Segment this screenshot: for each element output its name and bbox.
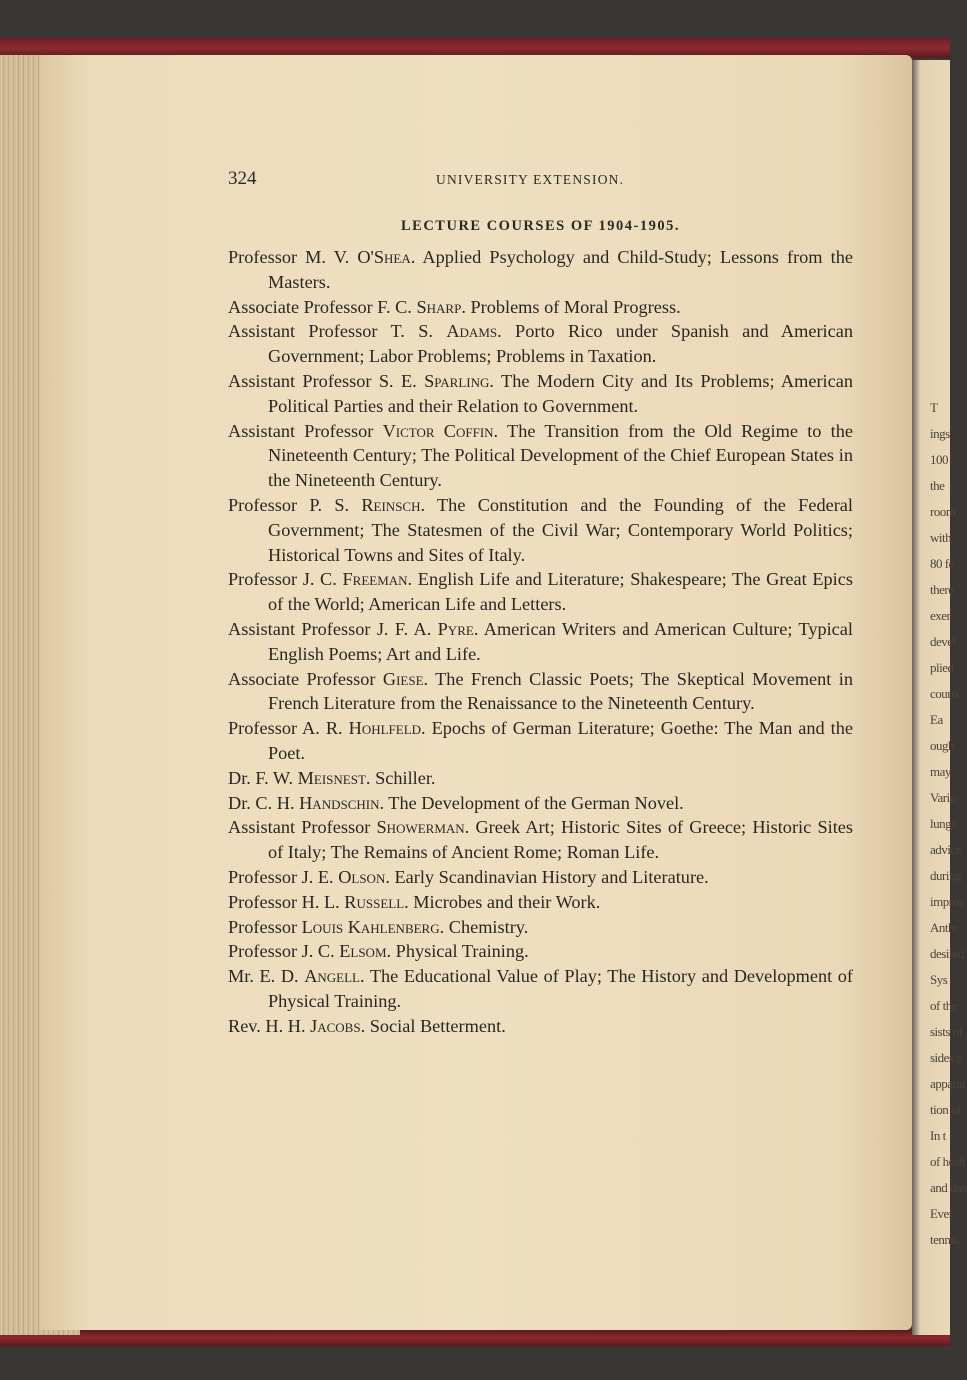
lecturer-title: Rev. H. H. bbox=[228, 1015, 311, 1036]
lecturer-name: Sharp bbox=[416, 296, 462, 317]
facing-page-word: lungs bbox=[930, 816, 956, 831]
page-number: 324 bbox=[228, 168, 257, 189]
facing-page-word: the bbox=[930, 478, 945, 493]
lecturer-title: Dr. C. H. bbox=[228, 792, 300, 813]
course-entry bbox=[228, 295, 853, 320]
course-entry bbox=[228, 791, 853, 816]
course-topics: . Physical Training. bbox=[386, 941, 529, 962]
lecturer-title: Professor A. R. bbox=[228, 718, 349, 739]
facing-page-word: apparat bbox=[930, 1076, 965, 1091]
course-entry bbox=[228, 493, 853, 567]
lecturer-title: Mr. E. D. bbox=[228, 966, 305, 987]
lecturer-title: Professor M. V. bbox=[228, 247, 358, 267]
lecturer-name: Hohlfeld bbox=[348, 718, 422, 739]
lecturer-title: Assistant Professor J. F. A. bbox=[228, 618, 438, 639]
facing-page-word: advice bbox=[930, 842, 961, 857]
lecturer-title: Professor P. S. bbox=[228, 494, 362, 515]
course-topics: . The Educational Value of Play; The History and Development of Physical Training. bbox=[268, 966, 853, 1011]
course-topics: . Epochs of German Literature; Goethe: The Man and the Poet. bbox=[268, 718, 853, 763]
course-entry bbox=[228, 939, 853, 964]
course-topics: . The Development of the German Novel. bbox=[379, 792, 684, 813]
facing-page-word: ings bbox=[930, 426, 950, 441]
facing-page-word: may bbox=[930, 764, 951, 779]
course-topics: . Social Betterment. bbox=[360, 1015, 506, 1036]
facing-page-word: tion of bbox=[930, 1102, 961, 1117]
facing-page-word: Sys bbox=[930, 972, 948, 987]
course-topics: . Microbes and their Work. bbox=[404, 891, 601, 912]
lecturer-title: Assistant Professor T. S. bbox=[228, 321, 447, 342]
lecturer-name: Showerman bbox=[376, 817, 465, 838]
course-entry bbox=[228, 369, 853, 419]
lecturer-name: Giese bbox=[382, 668, 424, 689]
facing-page-word: devel bbox=[930, 634, 956, 649]
facing-page-word: sides p bbox=[930, 1050, 963, 1065]
course-entry bbox=[228, 815, 853, 865]
binding-bottom bbox=[0, 1330, 950, 1346]
facing-page-fragment bbox=[912, 60, 967, 1335]
page-header bbox=[228, 168, 853, 192]
facing-page-word: Anthr bbox=[930, 920, 958, 935]
course-entry bbox=[228, 1014, 853, 1039]
lecturer-title: Professor bbox=[228, 916, 302, 937]
facing-page-word: with bbox=[930, 530, 952, 545]
lecturer-name: Meisnest bbox=[297, 767, 366, 788]
course-entry bbox=[228, 865, 853, 890]
lecturer-title: Associate Professor bbox=[228, 668, 383, 689]
lecturer-title: Assistant Professor S. E. bbox=[228, 370, 425, 391]
facing-page-word: courts bbox=[930, 686, 959, 701]
lecturer-name: Russell bbox=[344, 891, 405, 912]
facing-page-word: desired bbox=[930, 946, 965, 961]
course-entry bbox=[228, 567, 853, 617]
course-topics: . The French Classic Poets; The Skeptical Movement in French Literature from the Renaissance to the Nineteenth Century. bbox=[268, 668, 853, 714]
facing-page-word: ough bbox=[930, 738, 954, 753]
lecturer-name: Handschin bbox=[299, 792, 380, 813]
lecturer-name: Freeman bbox=[342, 569, 408, 590]
facing-page-word: improv bbox=[930, 894, 965, 909]
lecturer-title: Assistant Professor bbox=[228, 420, 383, 441]
facing-page-word: In t bbox=[930, 1128, 946, 1143]
facing-page-word: of the bbox=[930, 998, 957, 1013]
facing-page-word: Ea bbox=[930, 712, 943, 727]
facing-page-word: 100 bbox=[930, 452, 948, 467]
facing-page-word: and dan bbox=[930, 1180, 967, 1195]
course-topics: . Schiller. bbox=[365, 767, 436, 788]
course-topics: . Early Scandinavian History and Literature. bbox=[385, 866, 709, 887]
lecturer-name: Victor Coffin bbox=[382, 420, 494, 441]
lecturer-name: Reinsch bbox=[361, 494, 421, 515]
course-entry bbox=[228, 716, 853, 766]
course-topics: . Chemistry. bbox=[439, 916, 529, 937]
course-entry bbox=[228, 890, 853, 915]
running-head: UNIVERSITY EXTENSION. bbox=[436, 172, 625, 187]
facing-page-word: of healt bbox=[930, 1154, 966, 1169]
course-topics: . Problems of Moral Progress. bbox=[461, 296, 681, 317]
course-list bbox=[228, 245, 853, 1039]
facing-page-word: plied bbox=[930, 660, 954, 675]
lecturer-name: Jacobs bbox=[310, 1015, 361, 1036]
facing-page-word: Vario bbox=[930, 790, 956, 805]
facing-page-word: there bbox=[930, 582, 954, 597]
lecturer-title: Professor J. E. bbox=[228, 866, 339, 887]
lecturer-name: Angell bbox=[304, 966, 360, 987]
course-entry bbox=[228, 667, 853, 717]
lecturer-title: Professor J. C. bbox=[228, 569, 343, 590]
lecturer-name: Adams bbox=[446, 321, 498, 342]
course-entry bbox=[228, 617, 853, 667]
course-entry bbox=[228, 964, 853, 1014]
lecturer-title: Assistant Professor bbox=[228, 817, 377, 838]
facing-page-word: Ever bbox=[930, 1206, 953, 1221]
lecturer-title: Professor J. C. bbox=[228, 941, 340, 962]
course-topics: . American Writers and American Culture; Typical English Poems; Art and Life. bbox=[268, 618, 853, 664]
lecturer-title: Dr. F. W. bbox=[228, 767, 298, 788]
course-entry bbox=[228, 419, 853, 493]
course-entry bbox=[228, 766, 853, 791]
course-entry bbox=[228, 915, 853, 940]
course-entry bbox=[228, 245, 853, 295]
lecturer-name: Sparling bbox=[424, 370, 490, 391]
lecturer-name: O'Shea bbox=[357, 247, 411, 267]
facing-page-word: T bbox=[930, 400, 938, 415]
course-topics: . The Constitution and the Founding of the Federal Government; The Statesmen of the Civil War; Contemporary World Politics; Historical Towns and Sites of Italy. bbox=[268, 494, 853, 565]
lecturer-name: Elsom bbox=[339, 941, 387, 962]
lecturer-name: Olson bbox=[338, 866, 386, 887]
facing-page-word: exer bbox=[930, 608, 951, 623]
course-topics: . Applied Psychology and Child-Study; Lessons from the Masters. bbox=[268, 247, 853, 292]
lecturer-name: Louis Kahlenberg bbox=[301, 916, 440, 937]
course-topics: . English Life and Literature; Shakespeare; The Great Epics of the World; American Life and Letters. bbox=[268, 569, 853, 615]
course-topics: . The Modern City and Its Problems; American Political Parties and their Relation to Government. bbox=[268, 370, 853, 416]
lecturer-title: Associate Professor F. C. bbox=[228, 296, 417, 317]
facing-page-word: sists of bbox=[930, 1024, 963, 1039]
facing-page-word: room bbox=[930, 504, 956, 519]
section-title: LECTURE COURSES OF 1904-1905. bbox=[400, 218, 681, 234]
course-topics: . The Transition from the Old Regime to the Nineteenth Century; The Political Development of the Chief European States in the Nineteenth Century. bbox=[268, 420, 853, 491]
lecturer-name: Pyre bbox=[437, 618, 474, 639]
lecturer-title: Professor H. L. bbox=[228, 891, 345, 912]
course-topics: . Porto Rico under Spanish and American Government; Labor Problems; Problems in Taxation. bbox=[268, 321, 853, 367]
course-topics: . Greek Art; Historic Sites of Greece; Historic Sites of Italy; The Remains of Ancient Rome; Roman Life. bbox=[268, 817, 853, 863]
course-entry bbox=[228, 319, 853, 369]
facing-page-word: during bbox=[930, 868, 961, 883]
facing-page-word: 80 fe bbox=[930, 556, 954, 571]
facing-page-word: tennis, bbox=[930, 1232, 961, 1247]
